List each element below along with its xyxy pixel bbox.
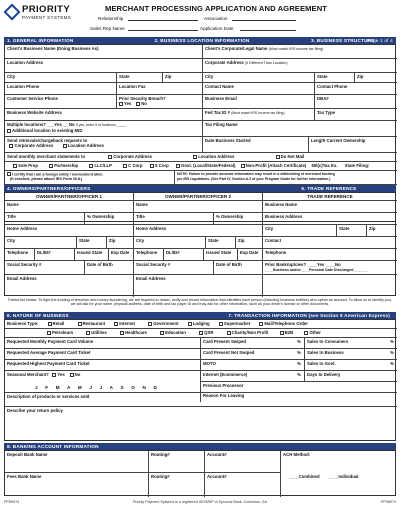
card-present-swiped-field[interactable]: Card Present Swiped % [201, 338, 305, 349]
owner-2-heading: OWNER/PARTNER/OFFICER 2 [134, 193, 263, 201]
logo-subtitle: PAYMENT SYSTEMS [22, 15, 72, 20]
ach-combined-option[interactable]: Combined [298, 474, 320, 479]
owner-1-email-field[interactable]: Email Address [5, 275, 134, 297]
supermarket-checkbox[interactable] [219, 322, 223, 326]
dba-number-field[interactable]: DBA# [315, 95, 397, 109]
owners-trade-grid [4, 192, 396, 296]
owner-1-home-address-field[interactable]: Home Address [5, 225, 134, 237]
owner-2-issued-state-field[interactable]: Issued State [204, 249, 238, 261]
irs-withholding-note: NOTE: Failure to provide accurate information may result in a withholding of merchant funding per IRS regulations. (See Part IV, Section A.2 of your Program Guide for further information.) [175, 171, 397, 185]
charity-checkbox[interactable] [227, 331, 231, 335]
nature-transaction-grid [4, 319, 396, 441]
non-profit-checkbox[interactable] [241, 164, 245, 168]
deposit-account-field[interactable]: Account# [205, 451, 281, 473]
sales-rep-label: Sales Rep Name [90, 26, 125, 31]
owner-2-telephone-field[interactable]: Telephone [134, 249, 164, 261]
fees-routing-field[interactable]: Routing# [149, 473, 205, 497]
owner-1-dob-field[interactable]: Date of Birth [85, 261, 134, 275]
sole-prop-checkbox[interactable] [13, 164, 17, 168]
tax-filing-name-field[interactable]: Tax Filing Name [203, 121, 397, 137]
owner-2-home-address-field[interactable]: Home Address [134, 225, 263, 237]
contact-name-field[interactable]: Contact Name [203, 83, 315, 95]
foreign-entity-certification[interactable]: I certify that I am a foreign entity / nonresident alien. (If checked, please attach IRS Form W-8.) [5, 171, 175, 185]
corporate-state-field[interactable]: State [315, 73, 355, 83]
sales-to-govt-field[interactable]: Sales to Govt. % [305, 360, 397, 371]
banking-grid [4, 450, 396, 496]
section-nature-of-business-bar: 6. NATURE OF BUSINESS [4, 312, 140, 319]
mail-phone-checkbox[interactable] [259, 322, 263, 326]
date-business-started-field[interactable]: Date Business Started [203, 137, 309, 153]
section-trade-reference-bar: 5. TRADE REFERENCE [262, 185, 396, 192]
location-state-field[interactable]: State [117, 73, 163, 83]
owner-1-heading: OWNER/PARTNER/OFFICER 1 [5, 193, 134, 201]
breach-yes-checkbox[interactable] [119, 102, 123, 106]
owner-2-exp-date-field[interactable]: Exp Date [238, 249, 263, 261]
multiple-locations-field[interactable]: Multiple locations? ___Yes___No If yes, enter # of locations _____ Additional location to existing MID [5, 121, 203, 137]
owner-1-name-field[interactable]: Name [5, 201, 134, 213]
reason-for-leaving-field[interactable]: Reason For Leaving [200, 392, 396, 402]
owner-1-title-field[interactable]: Title [5, 213, 85, 225]
trade-state-field[interactable]: State [337, 225, 367, 237]
ach-method-field: ACH Method: [283, 452, 311, 457]
section-general-info-bar: 1. GENERAL INFORMATION [4, 37, 136, 44]
deposit-routing-field[interactable]: Routing# [149, 451, 205, 473]
owner-1-ssn-field[interactable]: Social Security # [5, 261, 85, 275]
lodging-checkbox[interactable] [188, 322, 192, 326]
internet-ecommerce-field[interactable]: Internet (Ecommerce) % [201, 371, 305, 382]
education-checkbox[interactable] [160, 331, 164, 335]
statements-do-not-mail-checkbox[interactable] [276, 155, 280, 159]
statements-location-checkbox[interactable] [193, 155, 197, 159]
ach-individual-option[interactable]: Individual [338, 474, 359, 479]
restaurant-checkbox[interactable] [78, 322, 82, 326]
owner-1-dl-id-field[interactable]: DL/ID# [35, 249, 75, 261]
card-present-not-swiped-field[interactable]: Card Present Not Swiped % [201, 349, 305, 360]
foreign-entity-checkbox[interactable] [7, 172, 11, 176]
seasonal-no-checkbox[interactable] [70, 373, 74, 377]
highest-ticket-field[interactable]: Requested Highest Payment Card Ticket [5, 360, 201, 371]
location-zip-field[interactable]: Zip [163, 73, 203, 83]
owner-2-dl-id-field[interactable]: DL/ID# [164, 249, 204, 261]
prior-breach-field[interactable]: Prior Security Breach? Yes No [117, 95, 203, 109]
internet-checkbox[interactable] [114, 322, 118, 326]
trade-reference-heading: TRADE REFERENCE [263, 193, 397, 201]
location-address-field[interactable]: Location Address [5, 59, 203, 73]
tax-type-field[interactable]: Tax Type [315, 109, 397, 121]
other-checkbox[interactable] [304, 331, 308, 335]
owner-1-exp-date-field[interactable]: Exp Date [109, 249, 134, 261]
company-logo [4, 4, 84, 30]
trade-zip-field[interactable]: Zip [367, 225, 397, 237]
business-structure-row: Sole Prop Partnership LLC/LLP C Corp S Corp Govt. (Local/State/Federal) Non-Profit (Attach Certificate) 50l(c)Tax Ex. State Filing: [5, 162, 397, 171]
breach-no-checkbox[interactable] [136, 102, 140, 106]
send-statements-row: Send monthly merchant statements to Corporate Address Location Address Do Not Mail [5, 153, 397, 162]
relationship-label: Relationship [98, 16, 124, 21]
location-fax-field[interactable]: Location Fax [117, 83, 203, 95]
trade-business-name-field[interactable]: Business Name [263, 201, 397, 213]
owner-1-issued-state-field[interactable]: Issued State [75, 249, 109, 261]
b2b-checkbox[interactable] [280, 331, 284, 335]
form-header [0, 0, 400, 34]
average-ticket-field[interactable]: Requested Average Payment Card Ticket [5, 349, 201, 360]
trade-blank-cell [263, 275, 397, 297]
contact-phone-field[interactable]: Contact Phone [315, 83, 397, 95]
section-banking-bar: 8. BANKING ACCOUNT INFORMATION [4, 443, 396, 450]
qsr-checkbox[interactable] [199, 331, 203, 335]
customer-service-phone-field[interactable]: Customer Service Phone [5, 95, 117, 109]
relationship-field[interactable] [128, 20, 198, 21]
retrievals-corporate-checkbox[interactable] [9, 144, 13, 148]
petroleum-checkbox[interactable] [47, 331, 51, 335]
s-corp-checkbox[interactable] [150, 164, 154, 168]
sales-to-consumers-field[interactable]: Sales to Consumers % [305, 338, 397, 349]
association-label: Association [204, 16, 228, 21]
sales-to-business-field[interactable]: Sales to Business % [305, 349, 397, 360]
location-city-field[interactable]: City [5, 73, 117, 83]
trade-business-address-field[interactable]: Business Address [263, 213, 397, 225]
footer-form-id-left: PPS8574 [4, 500, 20, 504]
business-type-row-1: Business Type: Retail Restaurant Internet Government Lodging Supermarket Mail/Telephone Order [5, 320, 397, 329]
government-type-checkbox[interactable] [148, 322, 152, 326]
document-title: MERCHANT PROCESSING APPLICATION AND AGREEMENT [104, 4, 328, 13]
healthcare-checkbox[interactable] [120, 331, 124, 335]
business-type-row-2: Petroleum Utilities Healthcare Education QSR Charity/Non Profit B2B Other [5, 329, 397, 338]
application-date-field[interactable] [240, 30, 296, 31]
previous-processor-field[interactable]: Previous Processor [201, 382, 397, 393]
owner-1-zip-field[interactable]: Zip [107, 237, 134, 249]
monthly-volume-field[interactable]: Requested Monthly Payment Card Volume [5, 338, 201, 349]
llc-llp-checkbox[interactable] [89, 164, 93, 168]
association-field[interactable] [232, 20, 296, 21]
business-email-field[interactable]: Business Email [203, 95, 315, 109]
statements-corporate-checkbox[interactable] [108, 155, 112, 159]
diamond-logo-icon [4, 4, 21, 21]
sales-rep-field[interactable] [128, 30, 198, 31]
footer-form-id-right: PPS8574 [380, 500, 396, 504]
footer-registration-text: Priority Payment Systems is a registered ISO/MSP of Synovus Bank, Columbus, GA [133, 500, 267, 504]
fed-tax-id-field[interactable]: Fed Tax ID # (Must match IRS income tax filing) [203, 109, 315, 121]
length-ownership-field[interactable]: Length Current Ownership [309, 137, 397, 153]
trade-city-field[interactable]: City [263, 225, 337, 237]
owner-1-state-field[interactable]: State [77, 237, 107, 249]
owner-2-ssn-field[interactable]: Social Security # [134, 261, 214, 275]
corporate-address-field[interactable]: Corporate Address (If Different Than Location) [203, 59, 397, 73]
ach-options: ____Combined ____Individual [289, 474, 359, 479]
owner-1-telephone-field[interactable]: Telephone [5, 249, 35, 261]
trade-telephone-field[interactable]: Telephone [263, 249, 397, 261]
client-business-name-field[interactable]: Client's Business Name (Doing Business As) [5, 45, 203, 59]
send-retrievals-field[interactable]: Send retrievals/chargeback requests to Corporate Address Location Address [5, 137, 203, 153]
patriot-act-notice: Patriot Act Notice: To fight the funding of terrorism and money laundering, we are required to obtain, verify and record information that identifies each person (including business entities) who opens an account. To allow us to identify you, we will ask for your name, physical address, date of birth and tax payer ID and may ask for other information, such as your driver's license or other documents. [8, 298, 392, 307]
owner-1-city-field[interactable]: City [5, 237, 77, 249]
section-business-structure-bar: 3. BUSINESS STRUCTURE Page 1 of 4 [268, 37, 396, 44]
c-corp-checkbox[interactable] [123, 164, 127, 168]
owner-2-ownership-field[interactable]: % Ownership [214, 213, 263, 225]
section-transaction-info-bar: 7. TRANSACTION INFORMATION (see Section 9 American Express) [140, 312, 396, 319]
owner-2-email-field[interactable]: Email Address [134, 275, 263, 297]
page-number: Page 1 of 4 [366, 38, 393, 43]
retrievals-location-checkbox[interactable] [63, 144, 67, 148]
corporate-city-field[interactable]: City [203, 73, 315, 83]
owner-2-name-field[interactable]: Name [134, 201, 263, 213]
section-business-location-bar: 2. BUSINESS LOCATION INFORMATION [136, 37, 268, 44]
logo-name: PRIORITY [22, 4, 71, 15]
seasonal-yes-checkbox[interactable] [52, 373, 56, 377]
utilities-checkbox[interactable] [86, 331, 90, 335]
seasonal-merchant-field[interactable]: Seasonal Merchant? Yes No [5, 371, 201, 393]
partnership-checkbox[interactable] [49, 164, 53, 168]
government-checkbox[interactable] [176, 164, 180, 168]
business-website-field[interactable]: Business Website Address [5, 109, 203, 121]
owner-2-state-field[interactable]: State [206, 237, 236, 249]
return-policy-field[interactable]: Describe your return policy [7, 408, 63, 413]
trade-contact-field[interactable]: Contact [263, 237, 397, 249]
days-to-delivery-field[interactable]: Days to Delivery [305, 371, 397, 382]
owner-2-title-field[interactable]: Title [134, 213, 214, 225]
owner-2-city-field[interactable]: City [134, 237, 206, 249]
retail-checkbox[interactable] [48, 322, 52, 326]
fees-bank-name-field[interactable]: Fees Bank Name [5, 473, 149, 497]
seasonal-months[interactable]: J F M A M J J A S O N D [35, 385, 160, 390]
deposit-bank-name-field[interactable]: Deposit Bank Name [5, 451, 149, 473]
section-owners-bar: 4. OWNERS/PARTNERS/OFFICERS [4, 185, 262, 192]
moto-field[interactable]: MOTO % [201, 360, 305, 371]
additional-location-checkbox[interactable] [7, 129, 11, 133]
owner-2-zip-field[interactable]: Zip [236, 237, 263, 249]
fees-account-field[interactable]: Account# [205, 473, 281, 497]
application-date-label: Application Date [200, 26, 234, 31]
products-description-field[interactable]: Description of products or services sold [5, 393, 397, 407]
location-phone-field[interactable]: Location Phone [5, 83, 117, 95]
prior-bankruptcies-field[interactable]: Prior Bankruptcies? ____Yes ____No ____Business and/or____Personal Date Discharged_______ [263, 261, 397, 275]
corporate-zip-field[interactable]: Zip [355, 73, 397, 83]
owner-2-dob-field[interactable]: Date of Birth [214, 261, 263, 275]
owner-1-ownership-field[interactable]: % Ownership [85, 213, 134, 225]
corporate-legal-name-field[interactable]: Client's Corporate/Legal Name (Must match IRS income tax filing) [203, 45, 397, 59]
